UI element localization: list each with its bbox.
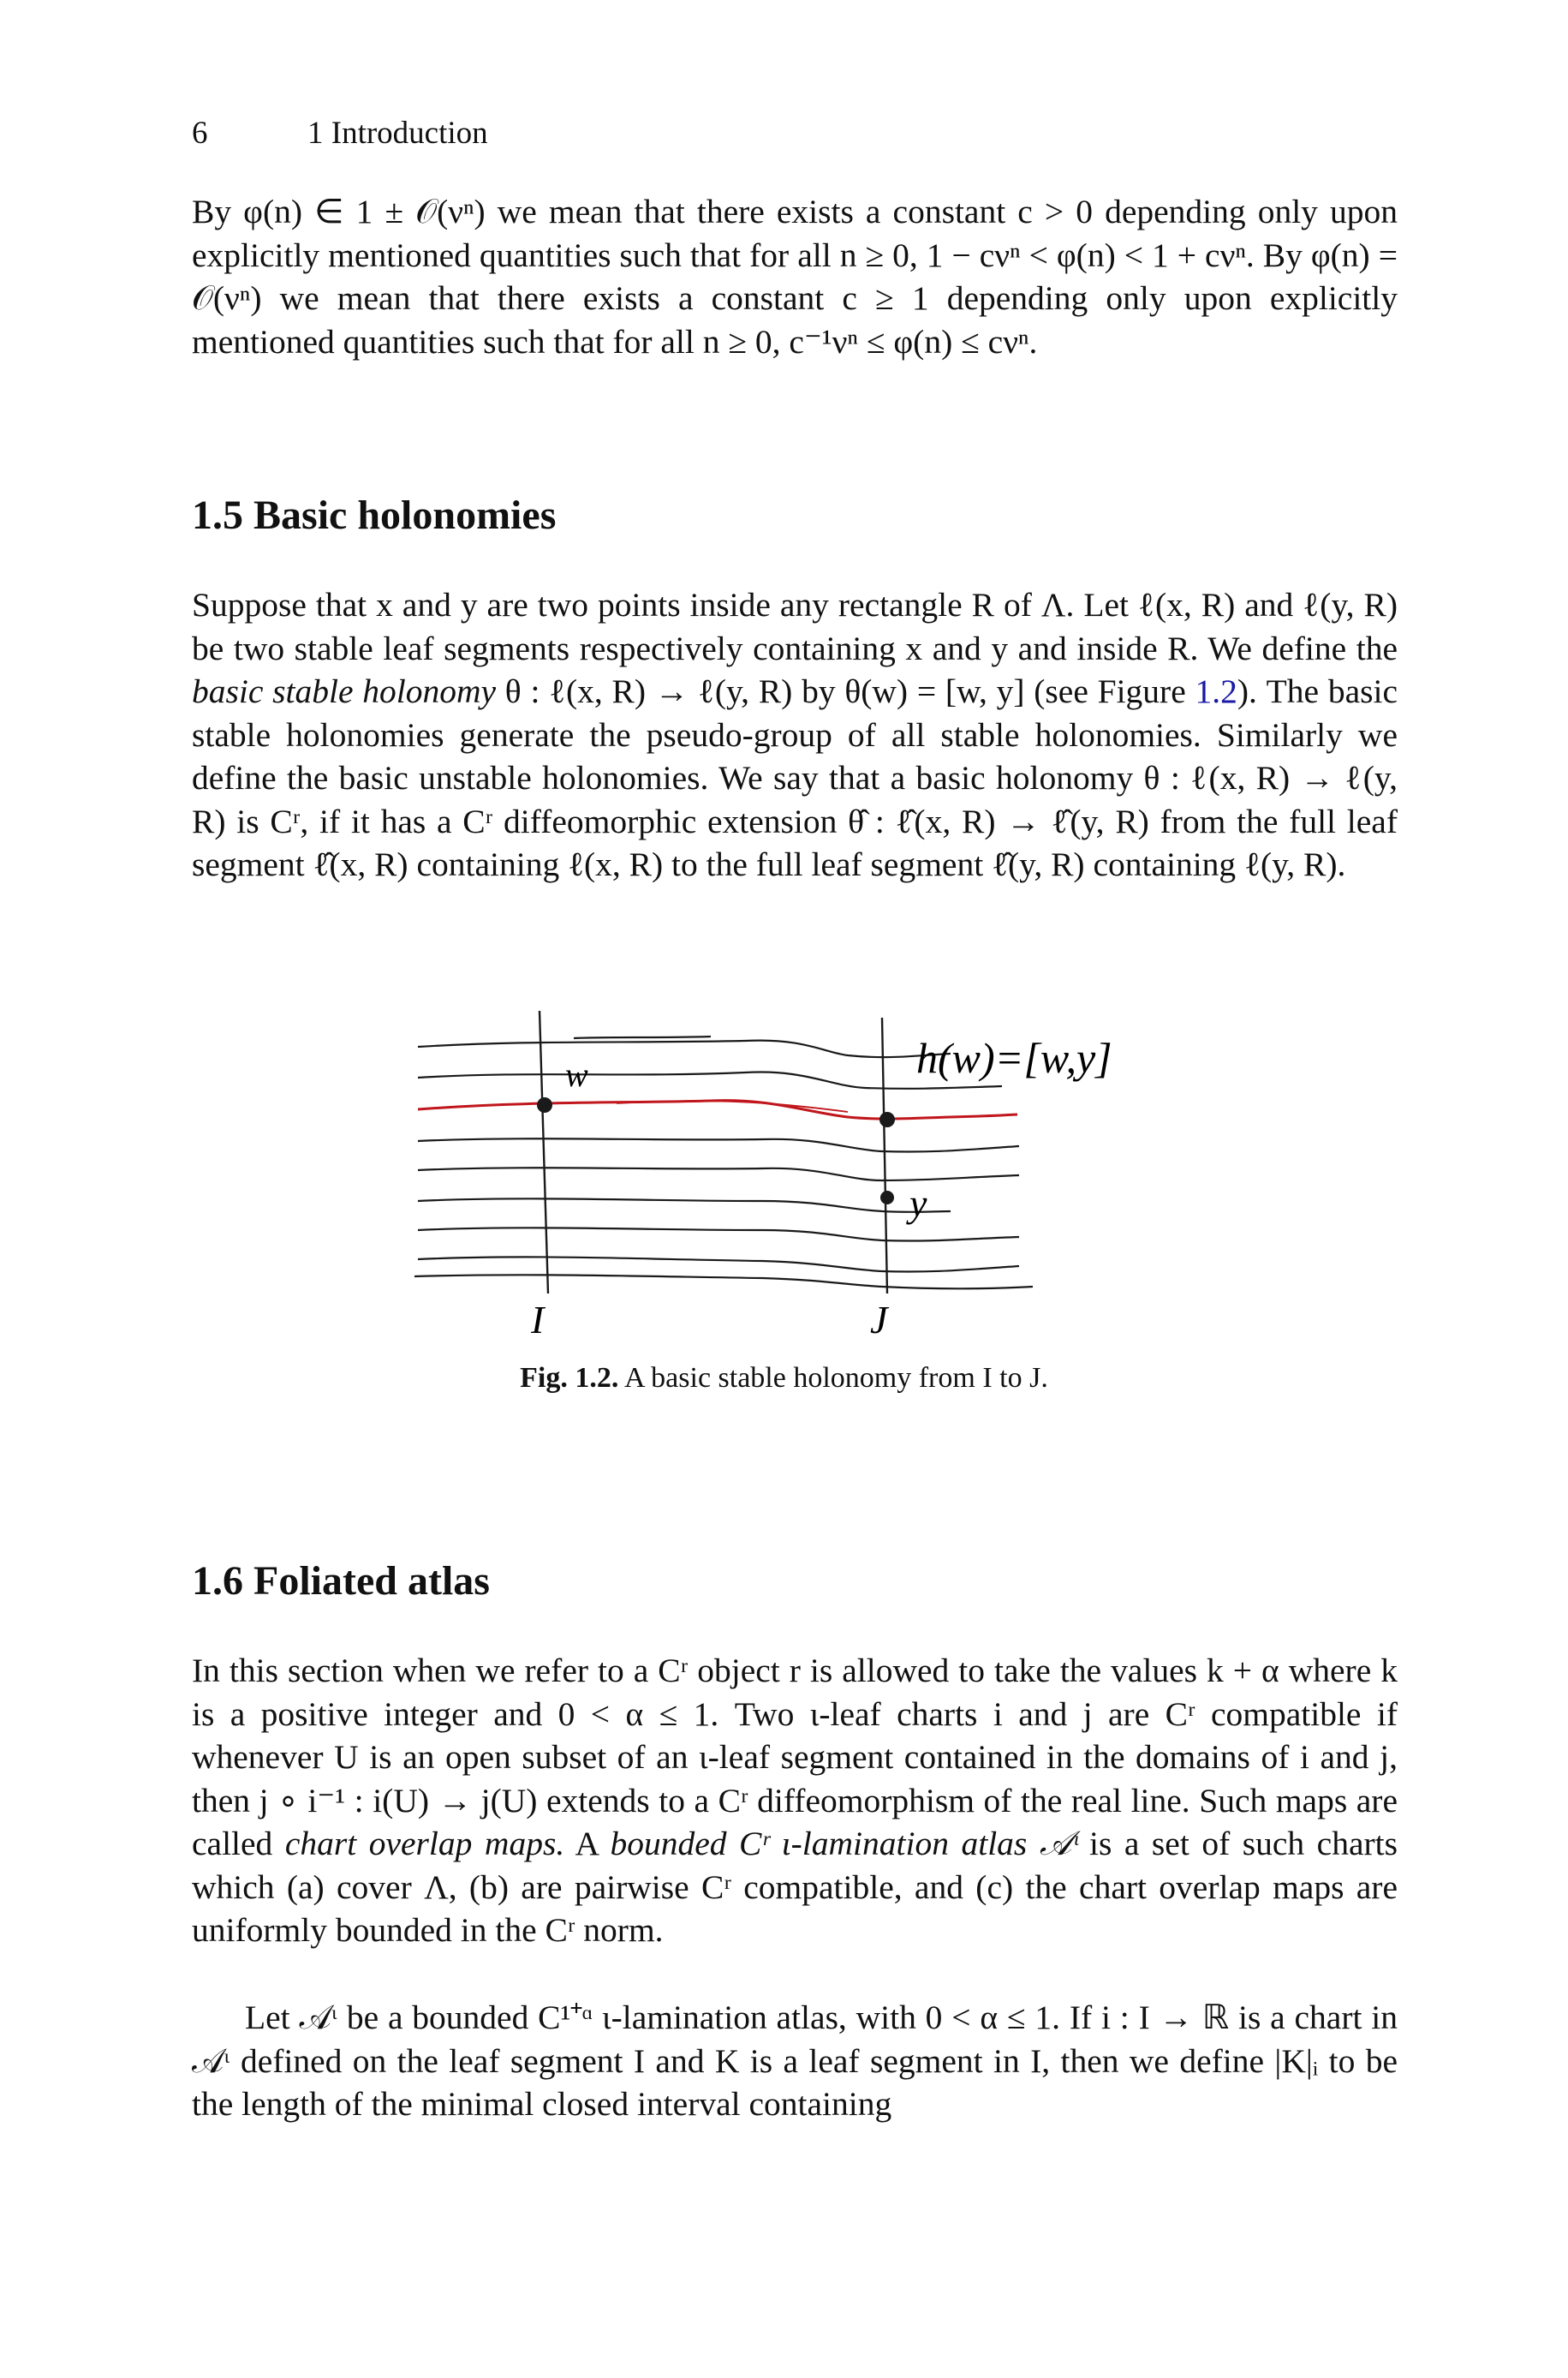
stable-leaf bbox=[418, 1072, 1002, 1088]
term-chart-overlap-maps: chart overlap maps. bbox=[284, 1825, 565, 1862]
highlighted-stable-leaf bbox=[418, 1101, 1017, 1119]
stable-leaf bbox=[418, 1257, 1019, 1271]
figure-reference-link[interactable]: 1.2 bbox=[1195, 672, 1237, 710]
label-y: y bbox=[909, 1181, 927, 1225]
label-I: I bbox=[531, 1298, 545, 1341]
term-basic-stable-holonomy: basic stable holonomy bbox=[192, 672, 497, 710]
stable-leaf bbox=[418, 1168, 1019, 1180]
stable-leaf bbox=[574, 1037, 711, 1038]
transversal-I bbox=[540, 1011, 548, 1294]
section-1-6-title: 1.6 Foliated atlas bbox=[192, 1558, 490, 1604]
stable-leaf bbox=[414, 1275, 1033, 1288]
stable-leaf bbox=[418, 1228, 1019, 1240]
figure-1-2 bbox=[402, 1002, 1173, 1345]
stable-leaf bbox=[418, 1041, 951, 1058]
point-y bbox=[880, 1191, 894, 1204]
label-w: w bbox=[565, 1055, 588, 1094]
label-J: J bbox=[870, 1298, 888, 1341]
transversal-J bbox=[882, 1018, 887, 1294]
page-number: 6 bbox=[192, 116, 208, 151]
label-hw: h(w)=[w,y] bbox=[916, 1034, 1112, 1082]
holonomy-diagram bbox=[402, 1002, 1173, 1345]
running-head bbox=[192, 115, 488, 152]
section-1-5-title: 1.5 Basic holonomies bbox=[192, 493, 557, 538]
stable-leaf bbox=[418, 1198, 951, 1212]
stable-leaf bbox=[418, 1138, 1019, 1151]
section-1-6-paragraph-2: Let 𝒜ᶥ be a bounded C¹⁺ᵅ ι-lamination atlas, with 0 < α ≤ 1. If i : I → ℝ is a chart in 𝒜ᶥ defined on the leaf segment I and K is a leaf segment in I, then we define |K|ᵢ to be the length of the minimal closed interval containing bbox=[192, 1999, 1398, 2123]
section-1-6-paragraph-1: In this section when we refer to a Cʳ object r is allowed to take the values k + α where k is a positive integer and 0 < α ≤ 1. Two ι-leaf charts i and j are Cʳ compatible if whenever U is an open subset of an ι-leaf segment contained in the domains of i and j, then j ∘ i⁻¹ : i(U) → j(U) extends to a Cʳ diffeomorphism of the real line. Such maps are called chart overlap maps. A bounded Cʳ ι-lamination atlas 𝒜ᶥ is a set of such charts which (a) cover Λ, (b) are pairwise Cʳ compatible, and (c) the chart overlap maps are uniformly bounded in the Cʳ norm. bbox=[192, 1652, 1398, 1949]
caption-text: A basic stable holonomy from I to J. bbox=[618, 1362, 1048, 1394]
point-w bbox=[537, 1097, 552, 1113]
intro-paragraph: By φ(n) ∈ 1 ± 𝒪(νⁿ) we mean that there exists a constant c > 0 depending only upon explicitly mentioned quantities such that for all n ≥ 0, 1 − cνⁿ < φ(n) < 1 + cνⁿ. By φ(n) = 𝒪(νⁿ) we mean that there exists a constant c ≥ 1 depending only upon explicitly mentioned quantities such that for all n ≥ 0, c⁻¹νⁿ ≤ φ(n) ≤ cνⁿ. bbox=[192, 193, 1398, 361]
caption-label: Fig. 1.2. bbox=[520, 1362, 619, 1394]
point-hw bbox=[879, 1112, 895, 1127]
section-1-5-paragraph: Suppose that x and y are two points inside any rectangle R of Λ. Let ℓ(x, R) and ℓ(y, R) be two stable leaf segments respectively containing x and y and inside R. We define the basic stable holonomy θ : ℓ(x, R) → ℓ(y, R) by θ(w) = [w, y] (see Figure 1.2). The basic stable holonomies generate the pseudo-group of all stable holonomies. Similarly we define the basic unstable holonomies. We say that a basic holonomy θ : ℓ(x, R) → ℓ(y, R) is Cʳ, if it has a Cʳ diffeomorphic extension θ̂ : ℓ̂(x, R) → ℓ̂(y, R) from the full leaf segment ℓ̂(x, R) containing ℓ(x, R) to the full leaf segment ℓ̂(y, R) containing ℓ(y, R). bbox=[192, 586, 1398, 883]
figure-caption bbox=[0, 1362, 1568, 1395]
chapter-title: 1 Introduction bbox=[307, 116, 488, 151]
term-bounded-lamination-atlas: bounded Cʳ ι-lamination atlas 𝒜ᶥ bbox=[610, 1825, 1077, 1862]
